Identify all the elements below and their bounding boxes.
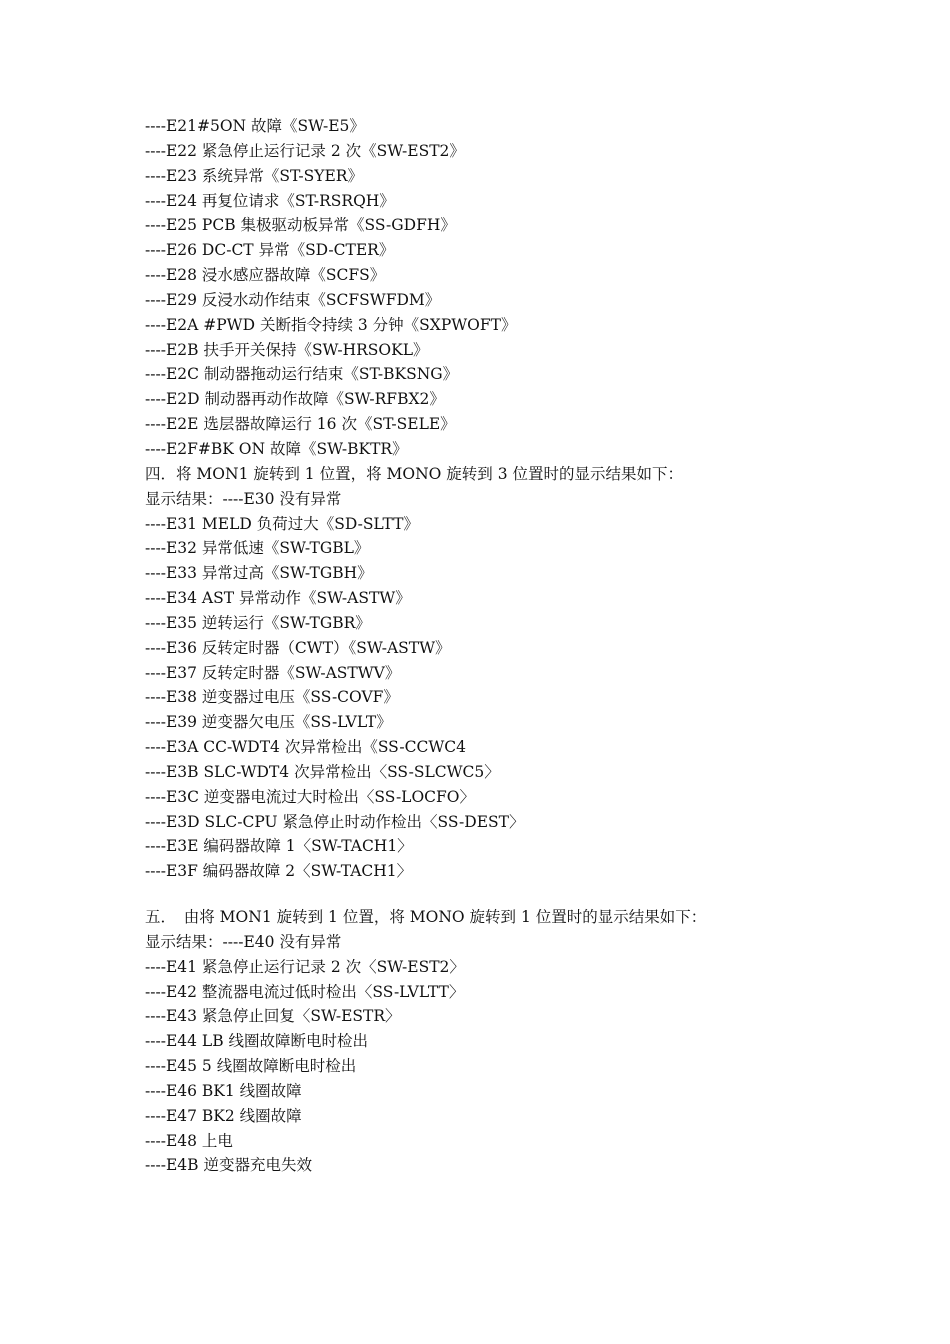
section-heading-5: 五． 由将 MON1 旋转到 1 位置，将 MONO 旋转到 1 位置时的显示结果如下： — [145, 908, 707, 926]
text-line: ----E43 紧急停止回复〈SW-ESTR〉 — [145, 1007, 401, 1026]
text-line: ----E2B 扶手开关保持《SW-HRSOKL》 — [145, 340, 429, 359]
text-line: ----E31 MELD 负荷过大《SD-SLTT》 — [145, 514, 419, 533]
text-line: ----E3C 逆变器电流过大时检出〈SS-LOCFO〉 — [145, 787, 476, 806]
text-line: ----E44 LB 线圈故障断电时检出 — [145, 1032, 369, 1051]
text-line: ----E35 逆转运行《SW-TGBR》 — [145, 613, 371, 632]
display-result-line: 显示结果：----E40 没有异常 — [145, 932, 342, 951]
text-line: ----E3B SLC-WDT4 次异常检出〈SS-SLCWC5〉 — [145, 762, 500, 781]
text-line: ----E2F#BK ON 故障《SW-BKTR》 — [145, 439, 408, 458]
text-line: ----E21#5ON 故障《SW-E5》 — [145, 117, 365, 135]
section-heading-4: 四．将 MON1 旋转到 1 位置，将 MONO 旋转到 3 位置时的显示结果如下： — [145, 464, 683, 483]
text-line: ----E3A CC-WDT4 次异常检出《SS-CCWC4 — [145, 738, 466, 757]
text-line: ----E33 异常过高《SW-TGBH》 — [145, 564, 373, 583]
text-line: ----E42 整流器电流过低时检出〈SS-LVLTT〉 — [145, 982, 465, 1001]
text-line: ----E25 PCB 集极驱动板异常《SS-GDFH》 — [145, 216, 456, 235]
text-line: ----E46 BK1 线圈故障 — [145, 1081, 302, 1100]
text-line: ----E41 紧急停止运行记录 2 次〈SW-EST2〉 — [145, 957, 465, 976]
text-line: ----E3F 编码器故障 2〈SW-TACH1〉 — [145, 862, 413, 881]
text-line: ----E3E 编码器故障 1〈SW-TACH1〉 — [145, 837, 413, 856]
text-line: ----E28 浸水感应器故障《SCFS》 — [145, 266, 386, 285]
text-line: ----E48 上电 — [145, 1131, 233, 1150]
text-line: ----E2E 选层器故障运行 16 次《ST-SELE》 — [145, 415, 456, 434]
text-line: ----E24 再复位请求《ST-RSRQH》 — [145, 191, 395, 210]
text-line: ----E39 逆变器欠电压《SS-LVLT》 — [145, 713, 392, 732]
text-line: ----E34 AST 异常动作《SW-ASTW》 — [145, 589, 411, 608]
text-line: ----E2A #PWD 关断指令持续 3 分钟《SXPWOFT》 — [145, 315, 517, 334]
text-line: ----E29 反浸水动作结束《SCFSWFDM》 — [145, 290, 441, 309]
text-line: ----E3D SLC-CPU 紧急停止时动作检出〈SS-DEST〉 — [145, 812, 525, 831]
text-line: ----E47 BK2 线圈故障 — [145, 1106, 302, 1125]
text-line: ----E22 紧急停止运行记录 2 次《SW-EST2》 — [145, 141, 465, 160]
text-line: ----E32 异常低速《SW-TGBL》 — [145, 539, 370, 558]
display-result-line: 显示结果：----E30 没有异常 — [145, 489, 342, 508]
error-code-list-section-2 — [145, 905, 905, 1178]
text-line: ----E23 系统异常《ST-SYER》 — [145, 166, 363, 185]
text-line: ----E36 反转定时器（CWT）《SW-ASTW》 — [145, 638, 451, 657]
error-code-list-section-1 — [145, 114, 905, 884]
text-line: ----E37 反转定时器《SW-ASTWV》 — [145, 663, 401, 682]
text-line: ----E26 DC-CT 异常《SD-CTER》 — [145, 241, 395, 260]
text-line: ----E38 逆变器过电压《SS-COVF》 — [145, 688, 399, 707]
text-line: ----E2C 制动器拖动运行结束《ST-BKSNG》 — [145, 365, 459, 384]
text-line: ----E4B 逆变器充电失效 — [145, 1156, 312, 1175]
text-line: ----E2D 制动器再动作故障《SW-RFBX2》 — [145, 390, 445, 409]
text-line: ----E45 5 线圈故障断电时检出 — [145, 1057, 357, 1076]
